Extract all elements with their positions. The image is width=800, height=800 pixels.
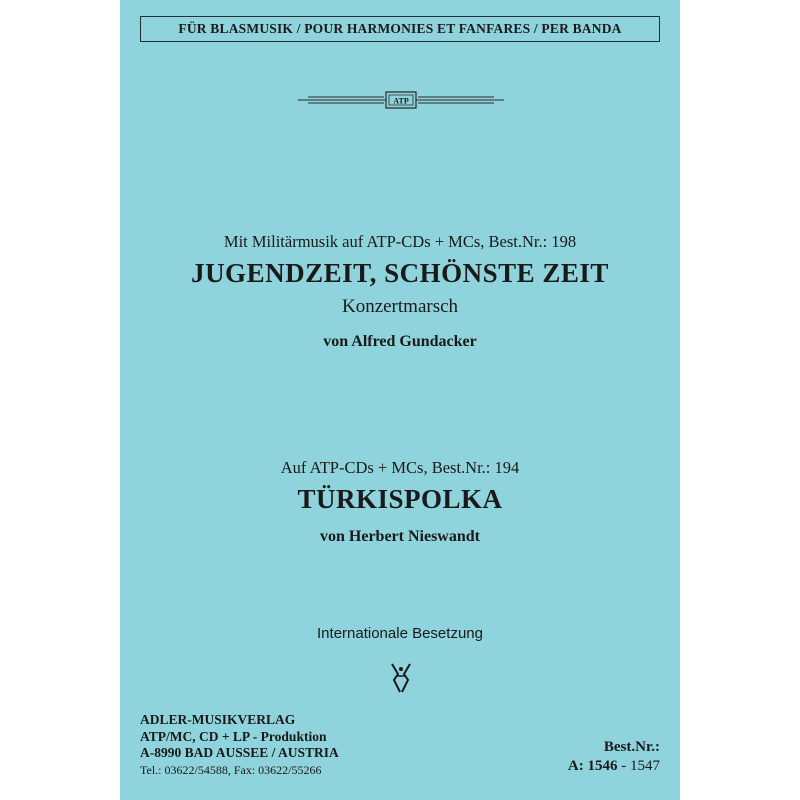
order-number-rest: - 1547	[617, 758, 660, 774]
piece1-composer: von Alfred Gundacker	[323, 333, 477, 350]
publisher-emblem-icon	[386, 660, 416, 696]
atp-ornament-logo	[298, 86, 504, 114]
piece1-subtitle: Konzertmarsch	[341, 296, 459, 317]
publisher-address: A-8990 BAD AUSSEE / AUSTRIA	[140, 745, 339, 760]
order-number	[568, 757, 660, 776]
piece2-note: Auf ATP-CDs + MCs, Best.Nr.: 194	[280, 458, 520, 477]
order-number-bold: A: 1546	[567, 758, 618, 774]
piece2-composer: von Herbert Nieswandt	[320, 528, 480, 545]
publisher-name: ADLER-MUSIKVERLAG	[140, 712, 296, 727]
header-banner	[140, 16, 660, 42]
publisher-contact: Tel.: 03622/54588, Fax: 03622/55266	[140, 762, 322, 777]
piece2-title: TÜRKISPOLKA	[297, 484, 503, 514]
instrumentation-label: Internationale Besetzung	[317, 625, 483, 642]
atp-emblem-text: ATP	[393, 96, 409, 106]
header-text: FÜR BLASMUSIK / POUR HARMONIES ET FANFARES / PER BANDA	[178, 21, 622, 36]
piece1-title: JUGENDZEIT, SCHÖNSTE ZEIT	[191, 258, 609, 288]
publisher-info	[140, 712, 339, 778]
sheet-music-cover	[120, 0, 680, 800]
publisher-production: ATP/MC, CD + LP - Produktion	[140, 728, 327, 744]
order-number-block	[568, 738, 660, 776]
order-label: Best.Nr.:	[603, 739, 660, 755]
piece1-note: Mit Militärmusik auf ATP-CDs + MCs, Best.Nr.: 198	[223, 232, 577, 251]
